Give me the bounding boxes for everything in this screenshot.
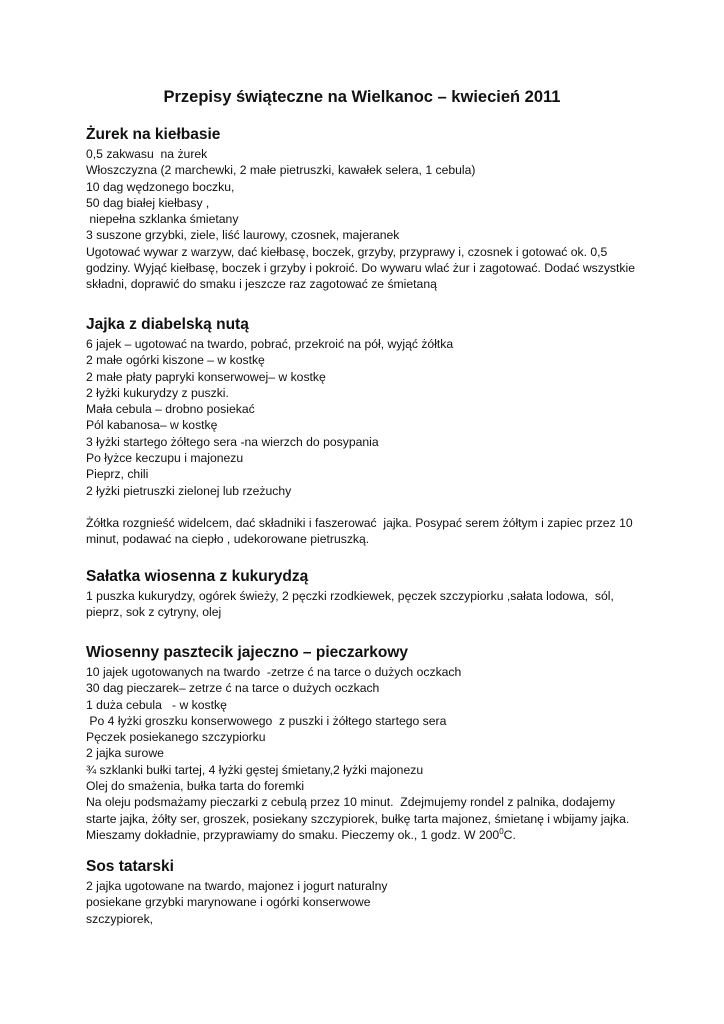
ingredient-line: Mała cebula – drobno posiekać (86, 402, 255, 417)
ingredient-line: 6 jajek – ugotować na twardo, pobrać, przekroić na pół, wyjąć żółtka (86, 337, 454, 351)
recipe-pasztecik (86, 642, 646, 843)
document-title: Przepisy świąteczne na Wielkanoc – kwiecień 2011 (163, 88, 561, 106)
ingredient-line: 2 jajka ugotowane na twardo, majonez i jogurt naturalny (86, 879, 388, 893)
ingredient-line: Pól kabanosa– w kostkę (86, 418, 218, 433)
ingredient-line: 2 łyżki kukurydzy z puszki. (86, 385, 229, 400)
instruction-text-end: C. (503, 827, 516, 842)
ingredient-line: Włoszczyzna (2 marchewki, 2 małe pietruszki, kawałek selera, 1 cebula) (86, 163, 476, 178)
ingredient-line: 2 jajka surowe (86, 746, 164, 761)
recipe-jajka (86, 314, 646, 548)
ingredient-line: ¾ szklanki bułki tartej, 4 łyżki gęstej śmietany,2 łyżki majonezu (86, 762, 424, 777)
instruction-line: godziny. Wyjąć kiełbasę, boczek i grzyby i pokroić. Do wywaru wlać żur i zagotować. Dodać wszystkie (86, 261, 635, 276)
recipe-salatka (86, 566, 646, 621)
instruction-line: składni, doprawić do smaku i jeszcze raz zagotować ze śmietaną (86, 277, 437, 292)
ingredient-line: 2 małe ogórki kiszone – w kostkę (86, 353, 265, 368)
recipe-heading: Sałatka wiosenna z kukurydzą (86, 568, 309, 585)
ingredient-line: Pęczek posiekanego szczypiorku (86, 730, 266, 745)
instruction-line: minut, podawać na ciepło , udekorowane pietruszką. (86, 532, 370, 547)
instruction-line: starte jajka, żółty ser, groszek, posiekany szczypiorek, bułkę tarta majonez, śmietanę i wbijamy jajka. (86, 811, 630, 826)
recipe-zurek (86, 124, 646, 293)
ingredient-line: 2 łyżki pietruszki zielonej lub rzeżuchy (86, 483, 292, 498)
ingredient-line: 1 duża cebula - w kostkę (86, 697, 227, 712)
recipe-heading: Wiosenny pasztecik jajeczno – pieczarkowy (86, 644, 409, 661)
ingredient-line: 3 łyżki startego żółtego sera -na wierzch do posypania (86, 434, 379, 449)
ingredient-line: Pieprz, chili (86, 467, 149, 482)
ingredient-line: posiekane grzybki marynowane i ogórki konserwowe (86, 895, 371, 910)
ingredient-line: niepełna szklanka śmietany (86, 212, 239, 227)
instruction-text: Mieszamy dokładnie, przyprawiamy do smaku. Pieczemy ok., 1 godz. W 200 (86, 827, 500, 842)
recipe-heading: Żurek na kiełbasie (86, 126, 221, 143)
ingredient-line: 0,5 zakwasu na żurek (86, 147, 208, 161)
ingredient-line: 3 suszone grzybki, ziele, liść laurowy, czosnek, majeranek (86, 228, 400, 243)
ingredient-line: 1 puszka kukurydzy, ogórek świeży, 2 pęczki rzodkiewek, pęczek szczypiorku ,sałata lodowa, sól, (86, 589, 614, 603)
ingredient-line: Po 4 łyżki groszku konserwowego z puszki i żółtego startego sera (86, 713, 447, 728)
ingredient-line: Olej do smażenia, bułka tarta do foremki (86, 779, 305, 794)
instruction-line: Żółtka rozgnieść widelcem, dać składniki i faszerować jajka. Posypać serem żółtym i zapiec przez 10 (86, 515, 633, 530)
instruction-line: Ugotować wywar z warzyw, dać kiełbasę, boczek, grzyby, przyprawy i, czosnek i gotować ok. 0,5 (86, 244, 608, 259)
ingredient-line: 10 dag wędzonego boczku, (86, 179, 235, 194)
degree-superscript: 0 (499, 826, 504, 836)
instruction-line: Na oleju podsmażamy pieczarki z cebulą przez 10 minut. Zdejmujemy rondel z palnika, dodajemy (86, 795, 616, 810)
ingredient-line: szczypiorek, (86, 911, 154, 926)
ingredient-line: pieprz, sok z cytryny, olej (86, 605, 222, 620)
recipe-heading: Sos tatarski (86, 858, 174, 875)
instruction-line (86, 827, 646, 843)
recipe-heading: Jajka z diabelską nutą (86, 316, 249, 333)
ingredient-line: 10 jajek ugotowanych na twardo -zetrze ć na tarce o dużych oczkach (86, 665, 462, 679)
ingredient-line: 50 dag białej kiełbasy , (86, 195, 210, 210)
ingredient-line: 2 małe płaty papryki konserwowej– w kostkę (86, 369, 326, 384)
ingredient-line: 30 dag pieczarek– zetrze ć na tarce o dużych oczkach (86, 681, 380, 696)
recipe-sos-tatarski (86, 856, 646, 927)
ingredient-line: Po łyżce keczupu i majonezu (86, 451, 244, 466)
